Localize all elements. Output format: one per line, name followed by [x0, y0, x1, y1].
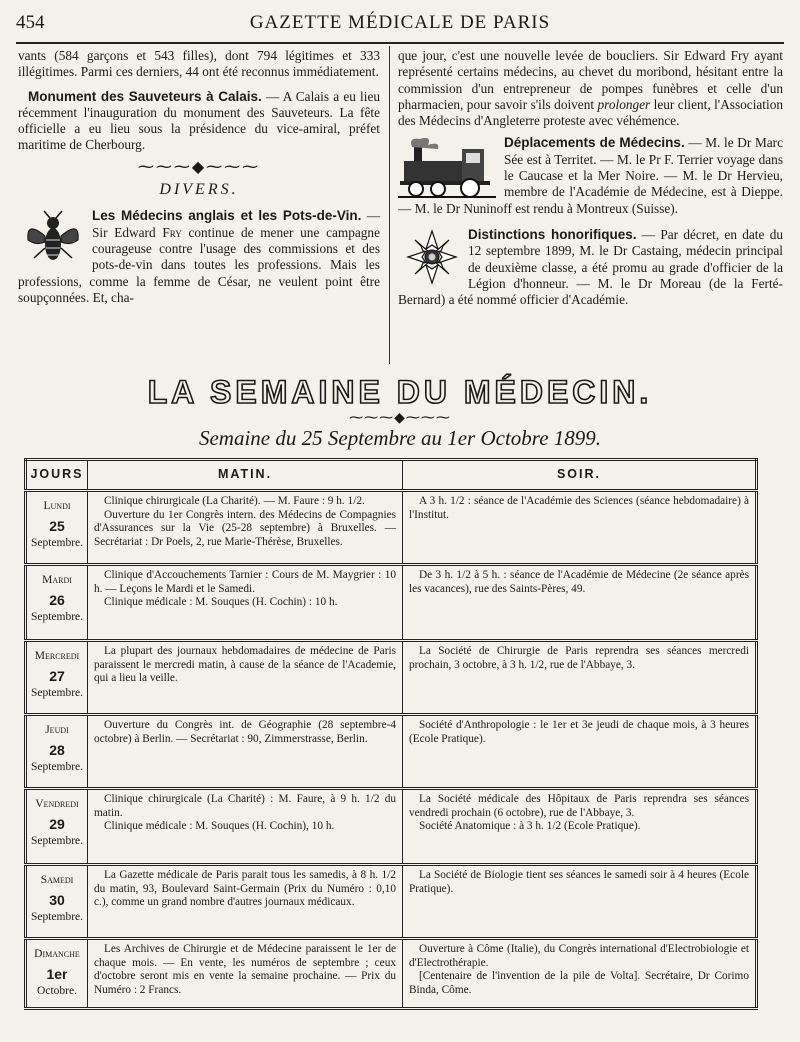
bee-icon	[22, 210, 84, 266]
deplacements-article	[398, 135, 783, 216]
evening-cell: La Société de Biologie tient ses séances le samedi soir à 4 heures (Ecole Pratique).	[403, 865, 757, 939]
monument-title: Monument des Sauveteurs à Calais.	[28, 88, 262, 104]
column-divider	[389, 46, 390, 364]
births-paragraph: vants (584 garçons et 543 filles), dont 794 légitimes et 333 illégitimes. Parmi ces derniers, 44 ont été reconnus immédiatement.	[18, 48, 380, 80]
morning-cell: Clinique chirurgicale (La Charité). — M. Faure : 9 h. 1/2. Ouverture du 1er Congrès intern. des Médecins de Compagnies d'Assurances sur la Vie (25-28 septembre) à Bruxelles. — Secrétariat : Dr Poels, 2, rue Marie-Thérèse, Bruxelles.	[88, 491, 403, 565]
section-title-ornament: ⁓⁓⁓◆⁓⁓⁓	[349, 411, 451, 426]
fry-continuation: que jour, c'est une nouvelle levée de boucliers. Sir Edward Fry ayant représenté certains médecins, au chevet du moribond, hésitant entre la commission d'un entrepreneur de pompes funèbres et celle d'un pharmacien, pour savoir s'ils doivent prolonger leur client, l'Association des Médecins d'Angleterre proteste avec véhémence.	[398, 48, 783, 129]
legion-honour-medal-icon	[404, 227, 460, 287]
day-cell: Dimanche 1er Octobre.	[26, 939, 88, 1009]
monument-text: — A Calais a eu lieu récemment l'inauguration du monument des Sauveteurs. La fête officielle a eu lieu sous la présidence du vice-amiral, préfet maritime de Cherbourg.	[18, 88, 380, 153]
schedule-row-vendredi	[26, 789, 757, 865]
evening-cell: La Société médicale des Hôpitaux de Paris reprendra ses séances vendredi prochain (6 octobre), rue de l'Abbaye, 3. Société Anatomique : à 3 h. 1/2 (Ecole Pratique).	[403, 789, 757, 865]
section-ornament: ⁓⁓⁓◆⁓⁓⁓	[137, 158, 261, 176]
evening-cell: De 3 h. 1/2 à 5 h. : séance de l'Académie de Médecine (2e séance après les vacances), rue des Saints-Pères, 49.	[403, 565, 757, 641]
potsdevin-article: Les Médecins anglais et les Pots-de-Vin. — Sir Edward Fry continue de mener une campagne courageuse contre l'usage des commissions et des pots-de-vin dans toutes les professions. Mais les professions, comme la femme de César, ne veulent point être soupçonnées. Et, cha-	[18, 208, 381, 305]
evening-cell: Société d'Anthropologie : le 1er et 3e jeudi de chaque mois, à 3 heures (Ecole Pratique).	[403, 715, 757, 789]
potsdevin-title: Les Médecins anglais et les Pots-de-Vin.	[92, 208, 362, 224]
deplacements-text: — M. le Dr Marc Sée est à Territet. — M. le Pr F. Terrier voyage dans le Caucase et la Mer Noire. — M. le Dr Hervieu, membre de l'Académie de Médecine, est à Dieppe. — M. le Dr Nuninoff est rendu à Montreux (Suisse).	[398, 135, 784, 216]
train-icon	[398, 135, 496, 199]
morning-cell: La Gazette médicale de Paris parait tous les samedis, à 8 h. 1/2 du matin, 93, Boulevard Saint-Germain (Prix du Numéro : 0,10 c.), comme un grand nombre d'autres journaux médicaux.	[88, 865, 403, 939]
left-column	[18, 48, 380, 306]
schedule-row-lundi	[26, 491, 757, 565]
day-cell: Mardi 26 Septembre.	[26, 565, 88, 641]
morning-cell: La plupart des journaux hebdomadaires de médecine de Paris paraissent le mercredi matin, à cause de la séance de l'Academie, qui a lieu la veille.	[88, 641, 403, 715]
schedule-row-jeudi	[26, 715, 757, 789]
page-number: 454	[16, 12, 45, 33]
schedule-row-dimanche	[26, 939, 757, 1009]
divers-heading: DIVERS.	[159, 181, 239, 199]
day-cell: Mercredi 27 Septembre.	[26, 641, 88, 715]
day-cell: Samedi 30 Septembre.	[26, 865, 88, 939]
right-column	[398, 48, 783, 308]
evening-cell: Ouverture à Côme (Italie), du Congrès international d'Electrobiologie et d'Electrothérapie. [Centenaire de l'invention de la pile de Volta]. Secrétaire, Dr Corimo Binda, Côme.	[403, 939, 757, 1009]
distinctions-text: — Par décret, en date du 12 septembre 1899, M. le Dr Castaing, médecin principal de deuxième classe, a été promu au grade d'officier de la Légion d'honneur. — M. le Dr Moreau (de la Ferté-Bernard) a été nommé officier d'Académie.	[398, 226, 783, 308]
morning-cell: Clinique chirurgicale (La Charité) : M. Faure, à 9 h. 1/2 du matin. Clinique médicale : M. Souques (H. Cochin), 10 h.	[88, 789, 403, 865]
header-rule	[16, 42, 784, 44]
morning-column-header: MATIN.	[88, 460, 403, 491]
day-cell: Jeudi 28 Septembre.	[26, 715, 88, 789]
monument-article	[18, 89, 380, 154]
morning-cell: Ouverture du Congrès int. de Géographie (28 septembre-4 octobre) à Berlin. — Secrétariat : 90, Zimmerstrasse, Berlin.	[88, 715, 403, 789]
journal-title: GAZETTE MÉDICALE DE PARIS	[249, 12, 551, 33]
evening-column-header: SOIR.	[403, 460, 757, 491]
schedule-row-mercredi	[26, 641, 757, 715]
morning-cell: Clinique d'Accouchements Tarnier : Cours de M. Maygrier : 10 h. — Leçons le Mardi et le Samedi. Clinique médicale : M. Souques (H. Cochin) : 10 h.	[88, 565, 403, 641]
deplacements-title: Déplacements de Médecins.	[504, 135, 685, 151]
evening-cell: La Société de Chirurgie de Paris reprendra ses séances mercredi prochain, 3 octobre, à 3 h. 1/2, rue de l'Abbaye, 3.	[403, 641, 757, 715]
section-title: LA SEMAINE DU MÉDECIN.	[147, 374, 653, 410]
morning-cell: Les Archives de Chirurgie et de Médecine paraissent le 1er de chaque mois. — En vente, les numéros de septembre ; ceux d'octobre seront mis en vente la semaine prochaine. — Prix du Numéro : 2 Francs.	[88, 939, 403, 1009]
evening-cell: A 3 h. 1/2 : séance de l'Académie des Sciences (séance hebdomadaire) à l'Institut.	[403, 491, 757, 565]
day-cell: Lundi 25 Septembre.	[26, 491, 88, 565]
schedule-row-mardi	[26, 565, 757, 641]
distinctions-article	[398, 227, 783, 308]
distinctions-title: Distinctions honorifiques.	[468, 226, 637, 242]
week-subtitle: Semaine du 25 Septembre au 1er Octobre 1899.	[198, 426, 602, 450]
schedule-row-samedi	[26, 865, 757, 939]
day-cell: Vendredi 29 Septembre.	[26, 789, 88, 865]
days-column-header: JOURS	[26, 460, 88, 491]
table-header-row	[26, 460, 757, 491]
weekly-schedule-table	[24, 458, 758, 1010]
running-header	[14, 6, 786, 36]
